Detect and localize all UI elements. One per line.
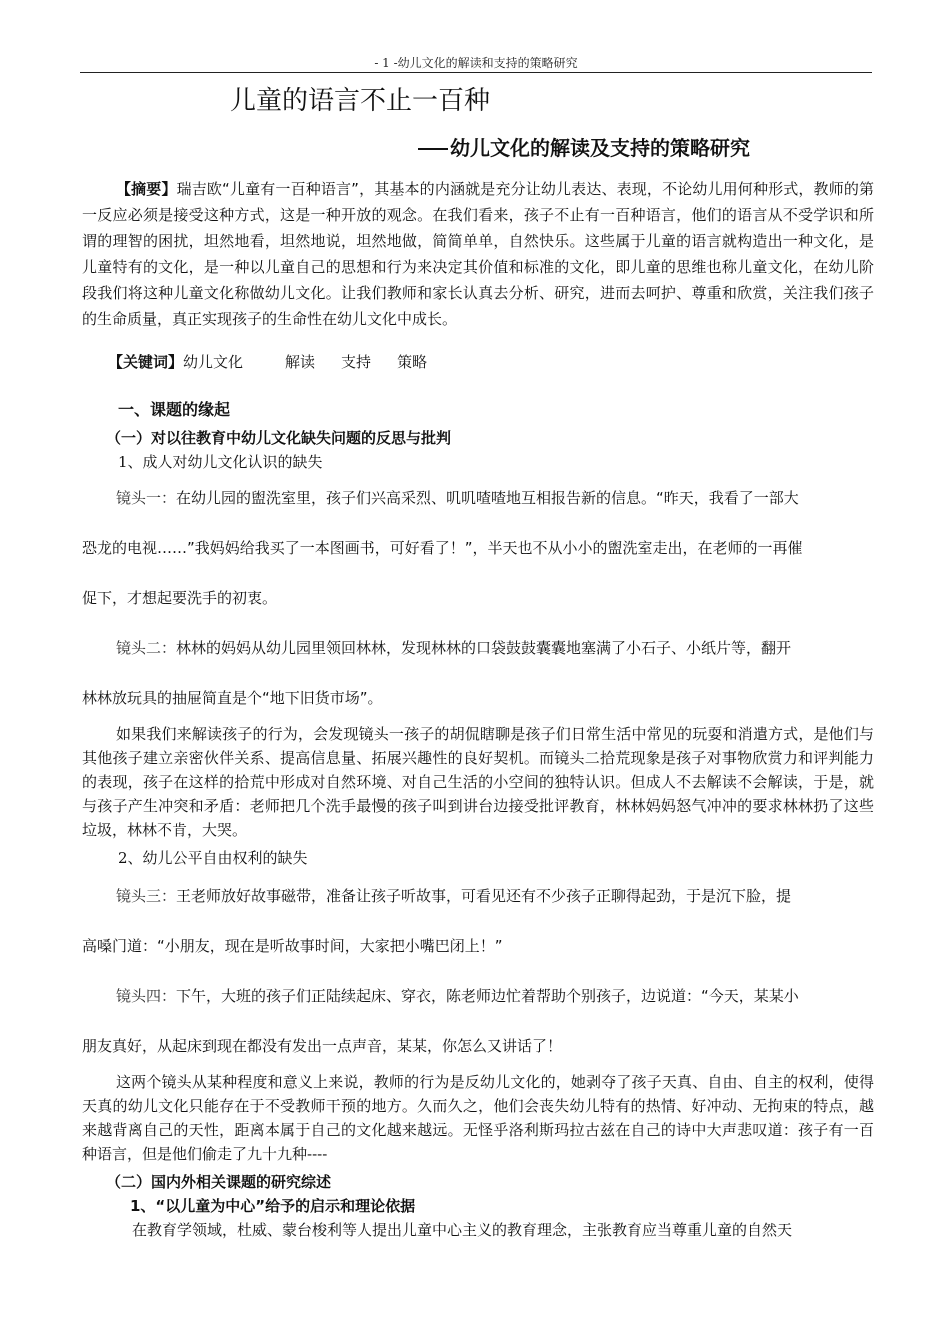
keyword-3: 支持 [341, 353, 372, 371]
scene-2-label: 镜头二： [116, 639, 177, 657]
abstract-paragraph [82, 176, 874, 332]
page-subtitle [418, 132, 750, 161]
scene-2-line-1: 镜头二：林林的妈妈从幼儿园里领回林林，发现林林的口袋鼓鼓囊囊地塞满了小石子、小纸片等，翻开 [116, 639, 792, 657]
section-heading-1: 一、课题的缘起 [118, 400, 231, 419]
item-heading-2: 2、幼儿公平自由权利的缺失 [118, 849, 308, 867]
page-title: 儿童的语言不止一百种 [230, 86, 491, 116]
scene-1-line-1: 镜头一：在幼儿园的盥洗室里，孩子们兴高采烈、叽叽喳喳地互相报告新的信息。“昨天，我看了一部大 [116, 489, 799, 507]
keyword-4: 策略 [397, 353, 428, 371]
analysis-paragraph-3: 在教育学领域，杜威、蒙台梭利等人提出儿童中心主义的教育理念，主张教育应当尊重儿童的自然天 [132, 1221, 793, 1239]
abstract-label: 【摘要】 [116, 180, 177, 198]
scene-3-label: 镜头三： [116, 887, 177, 905]
abstract-text: 瑞吉欧“儿童有一百种语言”，其基本的内涵就是充分让幼儿表达、表现，不论幼儿用何种形式，教师的第一反应必须是接受这种方式，这是一种开放的观念。在我们看来，孩子不止有一百种语言，他们的语言从不受学识和所谓的理智的困扰，坦然地看，坦然地说，坦然地做，简简单单，自然快乐。这些属于儿童的语言就构造出一种文化，是儿童特有的文化，是一种以儿童自己的思想和行为来决定其价值和标准的文化，即儿童的思维也称儿童文化，在幼儿阶段我们将这种儿童文化称做幼儿文化。让我们教师和家长认真去分析、研究，进而去呵护、尊重和欣赏，关注我们孩子的生命质量，真正实现孩子的生命性在幼儿文化中成长。 [82, 180, 874, 328]
subtitle-dash [418, 148, 448, 150]
analysis-paragraph-2: 这两个镜头从某种程度和意义上来说，教师的行为是反幼儿文化的，她剥夺了孩子天真、自由、自主的权利，使得天真的幼儿文化只能存在于不受教师干预的地方。久而久之，他们会丧失幼儿特有的热情、好冲动、无拘束的特点，越来越背离自己的天性，距离本属于自己的文化越来越远。无怪乎洛利斯玛拉古兹在自己的诗中大声悲叹道：孩子有一百种语言，但是他们偷走了九十九种---- [82, 1073, 874, 1163]
analysis-paragraph-1: 如果我们来解读孩子的行为，会发现镜头一孩子的胡侃瞎聊是孩子们日常生活中常见的玩耍和消遣方式，是他们与其他孩子建立亲密伙伴关系、提高信息量、拓展兴趣性的良好契机。而镜头二拾荒现象是孩子对事物欣赏力和评判能力的表现，孩子在这样的拾荒中形成对自然环境、对自己生活的小空间的独特认识。但成人不去解读不会解读，于是，就与孩子产生冲突和矛盾：老师把几个洗手最慢的孩子叫到讲台边接受批评教育，林林妈妈怒气冲冲的要求林林扔了这些垃圾，林林不肯，大哭。 [82, 725, 874, 839]
scene-1-line-2: 恐龙的电视……”我妈妈给我买了一本图画书，可好看了！”，半天也不从小小的盥洗室走出，在老师的一再催 [82, 539, 803, 557]
keyword-2: 解读 [285, 353, 316, 371]
subsection-heading-1: （一）对以往教育中幼儿文化缺失问题的反思与批判 [106, 429, 452, 447]
item-heading-1: 1、成人对幼儿文化认识的缺失 [118, 453, 323, 471]
scene-2-line-2: 林林放玩具的抽屉简直是个“地下旧货市场”。 [82, 689, 383, 707]
scene-4-line-1: 镜头四：下午，大班的孩子们正陆续起床、穿衣，陈老师边忙着帮助个别孩子，边说道：“今天，某某小 [116, 987, 799, 1005]
keywords-line [108, 352, 900, 372]
scene-4-line-2: 朋友真好，从起床到现在都没有发出一点声音，某某，你怎么又讲话了！ [82, 1037, 563, 1055]
item-heading-3: 1、“以儿童为中心”给予的启示和理论依据 [130, 1197, 416, 1215]
scene-4-label: 镜头四： [116, 987, 177, 1005]
keywords-label: 【关键词】 [108, 353, 184, 371]
subsection-heading-2: （二）国内外相关课题的研究综述 [106, 1173, 332, 1191]
scene-3-line-1: 镜头三：王老师放好故事磁带，准备让孩子听故事，可看见还有不少孩子正聊得起劲，于是沉下脸，提 [116, 887, 792, 905]
running-header: - 1 -幼儿文化的解读和支持的策略研究 [80, 54, 872, 73]
scene-3-line-2: 高嗓门道：“小朋友，现在是听故事时间，大家把小嘴巴闭上！” [82, 937, 503, 955]
subtitle-text: 幼儿文化的解读及支持的策略研究 [450, 136, 750, 160]
keyword-1: 幼儿文化 [183, 353, 244, 371]
scene-1-label: 镜头一： [116, 489, 177, 507]
scene-1-line-3: 促下，才想起要洗手的初衷。 [82, 589, 278, 607]
